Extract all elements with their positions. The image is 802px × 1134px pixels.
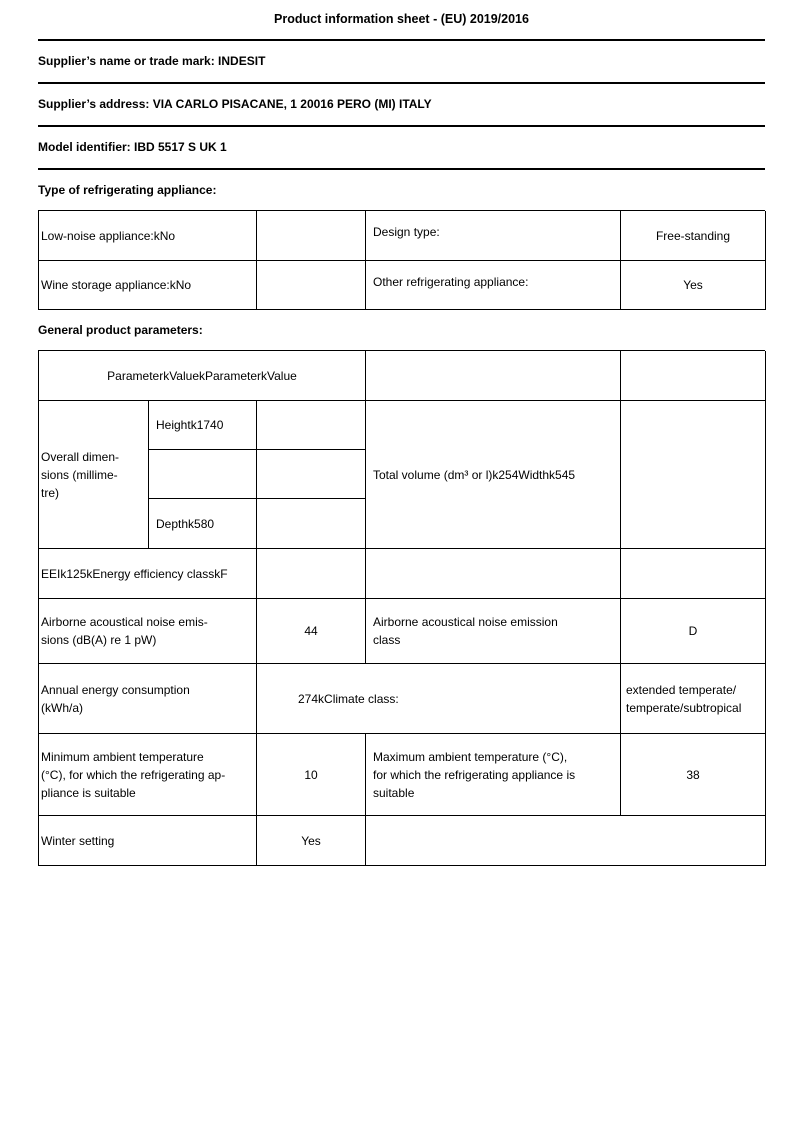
divider-supplier-address [38, 125, 765, 127]
general-parameters-table [38, 350, 765, 866]
cell-empty [257, 549, 366, 599]
cell-empty [366, 549, 621, 599]
cell-other-appliance-param: Other refrigerating appliance: [366, 261, 621, 310]
cell-low-noise-param: Low-noise appliance:kNo [39, 211, 257, 261]
cell-energy-value-climate-param: 274kClimate class: [257, 664, 621, 734]
cell-empty [621, 549, 766, 599]
supplier-name-line: Supplier’s name or trade mark: INDESIT [38, 54, 266, 68]
general-section-heading: General product parameters: [38, 323, 203, 337]
cell-overall-dimensions-label: Overall dimen- sions (millime- tre) [39, 401, 149, 549]
cell-winter-setting-value: Yes [257, 816, 366, 866]
cell-design-type-param: Design type: [366, 211, 621, 261]
divider-supplier-name [38, 82, 765, 84]
cell-parameter-value-header: ParameterkValuekParameterkValue [39, 351, 366, 401]
cell-wine-storage-param: Wine storage appliance:kNo [39, 261, 257, 310]
cell-climate-class-value: extended temperate/ temperate/subtropical [621, 664, 766, 734]
cell-other-appliance-value: Yes [621, 261, 766, 310]
cell-empty [257, 211, 366, 261]
divider-model-identifier [38, 168, 765, 170]
cell-noise-class-param: Airborne acoustical noise emission class [366, 599, 621, 664]
cell-empty [257, 261, 366, 310]
supplier-address-line: Supplier’s address: VIA CARLO PISACANE, 1 20016 PERO (MI) ITALY [38, 97, 432, 111]
cell-empty [257, 450, 366, 499]
cell-energy-param: Annual energy consumption (kWh/a) [39, 664, 257, 734]
cell-noise-param: Airborne acoustical noise emis- sions (dB(A) re 1 pW) [39, 599, 257, 664]
cell-max-ambient-value: 38 [621, 734, 766, 816]
cell-winter-setting-param: Winter setting [39, 816, 257, 866]
cell-noise-value: 44 [257, 599, 366, 664]
page-title: Product information sheet - (EU) 2019/2016 [274, 12, 529, 26]
type-section-heading: Type of refrigerating appliance: [38, 183, 217, 197]
cell-empty [621, 351, 766, 401]
cell-eei-row: EEIk125kEnergy efficiency classkF [39, 549, 257, 599]
cell-max-ambient-param: Maximum ambient temperature (°C), for which the refrigerating appliance is suitable [366, 734, 621, 816]
cell-empty [257, 401, 366, 450]
cell-min-ambient-param: Minimum ambient temperature (°C), for which the refrigerating ap- pliance is suitable [39, 734, 257, 816]
cell-height-value: Heightk1740 [149, 401, 257, 450]
model-identifier-line: Model identifier: IBD 5517 S UK 1 [38, 140, 227, 154]
cell-empty [149, 450, 257, 499]
cell-total-volume: Total volume (dm³ or l)k254Widthk545 [366, 401, 621, 549]
cell-noise-class-value: D [621, 599, 766, 664]
cell-depth-value: Depthk580 [149, 499, 257, 549]
cell-design-type-value: Free-standing [621, 211, 766, 261]
cell-empty [257, 499, 366, 549]
cell-empty [621, 401, 766, 549]
cell-min-ambient-value: 10 [257, 734, 366, 816]
cell-empty [366, 351, 621, 401]
appliance-type-table [38, 210, 765, 310]
divider-top [38, 39, 765, 41]
cell-empty [366, 816, 766, 866]
